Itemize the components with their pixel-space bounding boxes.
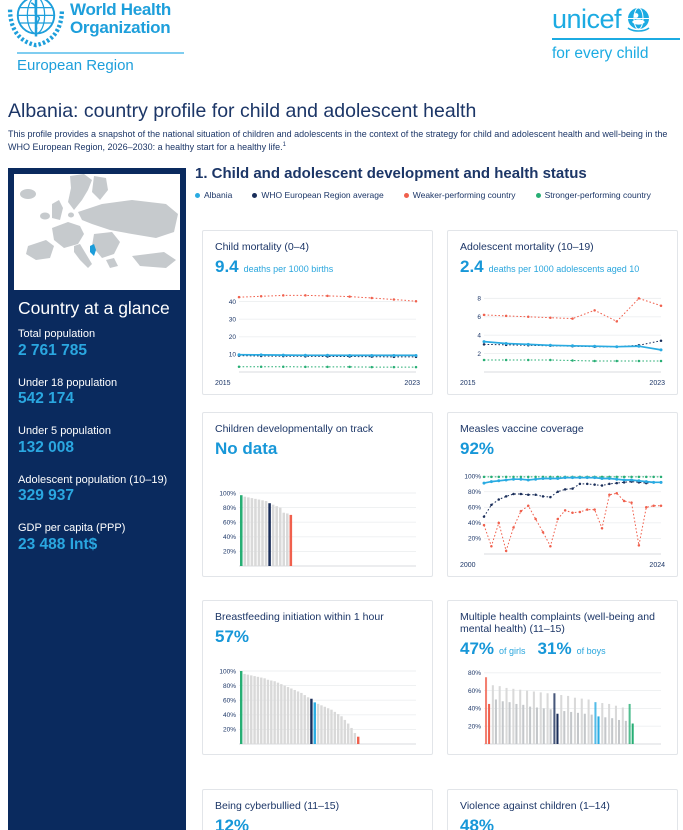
adolescent-mortality-chart xyxy=(458,286,667,388)
svg-text:60%: 60% xyxy=(467,504,481,512)
section-title: 1. Child and adolescent development and health status xyxy=(195,165,587,182)
card-value: No data xyxy=(215,439,278,458)
card-cyberbullied xyxy=(202,789,433,830)
card-dev-on-track xyxy=(202,412,433,577)
sidebar-stat xyxy=(18,377,178,409)
svg-text:2: 2 xyxy=(477,350,481,358)
card-value-row xyxy=(460,439,665,459)
card-value: 12% xyxy=(215,816,250,830)
legend-dot-icon xyxy=(536,193,541,198)
svg-text:8: 8 xyxy=(477,295,481,303)
svg-text:80%: 80% xyxy=(467,670,481,678)
card-value-label: deaths per 1000 adolescents aged 10 xyxy=(488,264,640,274)
card-value-row xyxy=(460,639,665,659)
svg-text:60%: 60% xyxy=(222,697,236,705)
svg-text:80%: 80% xyxy=(222,682,236,690)
card-value-row xyxy=(460,816,665,830)
card-title: Multiple health complaints (well-being and mental health) (11–15) xyxy=(460,611,655,635)
card-title: Children developmentally on track xyxy=(215,423,374,435)
sidebar-stat xyxy=(18,474,178,506)
card-child-mortality xyxy=(202,230,433,395)
sidebar-stats xyxy=(18,328,178,571)
card-adolescent-mortality xyxy=(447,230,678,395)
unicef-tagline: for every child xyxy=(552,45,649,62)
svg-text:20%: 20% xyxy=(467,723,481,731)
legend-dot-icon xyxy=(404,193,409,198)
svg-text:80%: 80% xyxy=(467,488,481,496)
legend-item xyxy=(195,190,232,200)
card-value: 9.4 xyxy=(215,257,239,276)
stat-label: Under 18 population xyxy=(18,376,118,389)
card-value: 57% xyxy=(215,627,250,646)
card-title: Child mortality (0–4) xyxy=(215,241,309,253)
stat-value: 329 937 xyxy=(18,487,75,504)
legend-dot-icon xyxy=(195,193,200,198)
unicef-logo xyxy=(552,4,682,63)
dev-on-track-chart xyxy=(213,490,422,570)
stat-label: Under 5 population xyxy=(18,425,111,437)
who-logo-text xyxy=(70,1,171,37)
svg-text:60%: 60% xyxy=(222,519,236,527)
svg-text:2015: 2015 xyxy=(460,380,476,387)
svg-text:100%: 100% xyxy=(219,490,236,498)
unicef-underline xyxy=(552,38,680,40)
card-breastfeeding xyxy=(202,600,433,755)
legend-item xyxy=(536,190,651,200)
sidebar-stat xyxy=(18,425,178,457)
who-emblem-icon xyxy=(5,0,67,48)
svg-text:2023: 2023 xyxy=(404,380,420,387)
page-subtitle xyxy=(8,129,676,152)
card-value-row xyxy=(215,816,420,830)
card-value-row xyxy=(460,257,665,277)
europe-map-image xyxy=(14,174,180,290)
legend-item xyxy=(252,190,383,200)
svg-text:2024: 2024 xyxy=(649,562,665,569)
card-value-label: deaths per 1000 births xyxy=(243,264,334,274)
card-measles xyxy=(447,412,678,577)
svg-text:2015: 2015 xyxy=(215,380,231,387)
svg-text:2000: 2000 xyxy=(460,562,476,569)
unicef-wordmark: unicef xyxy=(552,4,622,34)
svg-text:6: 6 xyxy=(477,314,481,322)
card-title: Adolescent mortality (10–19) xyxy=(460,241,594,253)
card-title: Breastfeeding initiation within 1 hour xyxy=(215,611,384,623)
stat-label: GDP per capita (PPP) xyxy=(18,522,126,534)
card-value-row xyxy=(215,257,420,277)
section-legend xyxy=(195,190,665,200)
svg-text:20%: 20% xyxy=(222,726,236,734)
svg-text:100%: 100% xyxy=(464,473,481,481)
legend-item xyxy=(404,190,516,200)
svg-text:40%: 40% xyxy=(222,534,236,542)
stat-value: 132 008 xyxy=(18,438,75,456)
svg-text:40%: 40% xyxy=(222,712,236,720)
svg-text:40%: 40% xyxy=(467,520,481,528)
card-value: 2.4 xyxy=(460,257,484,276)
legend-label: Albania xyxy=(204,190,233,200)
card-value: 48% xyxy=(460,816,495,830)
svg-text:10: 10 xyxy=(228,351,236,359)
svg-text:100%: 100% xyxy=(219,668,236,676)
stat-value: 2 761 785 xyxy=(18,341,87,359)
svg-text:4: 4 xyxy=(477,332,481,340)
card-value-label: of boys xyxy=(576,646,606,656)
footnote-marker: 1 xyxy=(282,141,287,148)
child-mortality-chart xyxy=(213,286,422,388)
legend-label: Stronger-performing country xyxy=(544,190,651,200)
svg-text:40%: 40% xyxy=(467,705,481,713)
stat-value: 542 174 xyxy=(18,390,75,407)
stat-value: 23 488 Int$ xyxy=(18,535,98,553)
legend-dot-icon xyxy=(252,193,257,198)
svg-text:40: 40 xyxy=(228,298,236,306)
sidebar-stat xyxy=(18,522,178,554)
card-title: Violence against children (1–14) xyxy=(460,800,610,812)
svg-text:20%: 20% xyxy=(222,548,236,556)
stat-label: Adolescent population (10–19) xyxy=(18,473,168,486)
who-region-label: European Region xyxy=(17,57,134,74)
page-title: Albania: country profile for child and adolescent health xyxy=(8,100,477,122)
card-title: Measles vaccine coverage xyxy=(460,423,584,435)
legend-label: WHO European Region average xyxy=(261,190,384,200)
legend-label: Weaker-performing country xyxy=(412,190,516,200)
card-value: 47% xyxy=(460,639,495,658)
stat-label: Total population xyxy=(18,328,96,340)
card-value: 31% xyxy=(537,639,572,658)
europe-map xyxy=(14,174,180,290)
sidebar xyxy=(8,168,186,830)
page-subtitle-text: This profile provides a snapshot of the national situation of children and adolescents in the context of the strategy for child and adolescent health and well-being in the WHO European Region, 2026–2030: a healthy start for a healthy life. xyxy=(8,129,668,152)
svg-text:80%: 80% xyxy=(222,504,236,512)
svg-text:2023: 2023 xyxy=(649,380,665,387)
card-value: 92% xyxy=(460,439,495,458)
measles-chart xyxy=(458,468,667,570)
who-underline xyxy=(17,52,184,54)
who-logo-line1: World Health xyxy=(70,0,171,19)
card-violence xyxy=(447,789,678,830)
who-logo-line2: Organization xyxy=(70,18,171,37)
svg-text:20%: 20% xyxy=(467,535,481,543)
card-value-label: of girls xyxy=(499,646,526,656)
health-complaints-chart xyxy=(458,668,667,748)
card-value-row xyxy=(215,439,420,459)
card-health-complaints xyxy=(447,600,678,755)
svg-text:20: 20 xyxy=(228,334,236,342)
unicef-globe-icon xyxy=(625,6,652,33)
svg-text:30: 30 xyxy=(228,316,236,324)
sidebar-stat xyxy=(18,328,178,360)
breastfeeding-chart xyxy=(213,668,422,748)
card-value-row xyxy=(215,627,420,647)
svg-text:60%: 60% xyxy=(467,687,481,695)
card-title: Being cyberbullied (11–15) xyxy=(215,800,340,812)
glance-title: Country at a glance xyxy=(18,298,170,318)
